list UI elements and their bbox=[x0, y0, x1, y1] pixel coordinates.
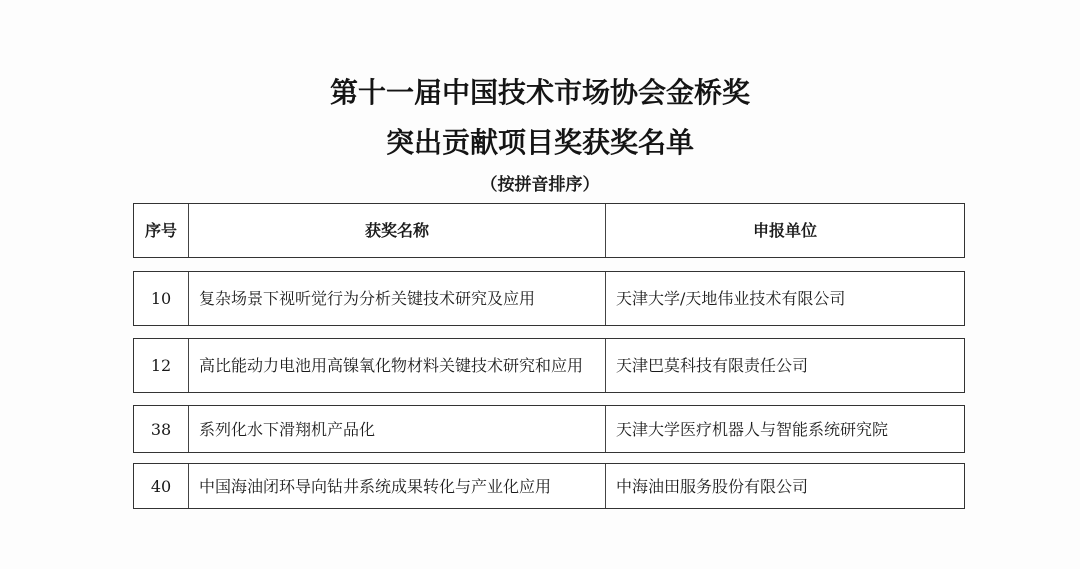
row-applicant: 天津巴莫科技有限责任公司 bbox=[616, 356, 809, 375]
row-number: 12 bbox=[134, 339, 189, 392]
table-row bbox=[133, 338, 965, 393]
row-applicant: 中海油田服务股份有限公司 bbox=[616, 476, 809, 496]
row-applicant: 天津大学/天地伟业技术有限公司 bbox=[616, 289, 846, 308]
document-subtitle-heading: 突出贡献项目奖获奖名单 bbox=[385, 126, 694, 159]
table-header bbox=[133, 203, 965, 258]
header-award-name: 获奖名称 bbox=[189, 204, 606, 257]
row-number: 10 bbox=[134, 272, 189, 325]
header-number: 序号 bbox=[134, 204, 189, 257]
row-number: 40 bbox=[134, 464, 189, 508]
row-number: 38 bbox=[134, 406, 189, 452]
row-award-name: 高比能动力电池用高镍氧化物材料关键技术研究和应用 bbox=[189, 339, 606, 392]
row-award-name: 系列化水下滑翔机产品化 bbox=[189, 406, 606, 452]
table-row bbox=[133, 271, 965, 326]
header-applicant: 申报单位 bbox=[752, 221, 817, 240]
sort-note: （按拼音排序） bbox=[480, 175, 600, 195]
row-award-name: 中国海油闭环导向钻井系统成果转化与产业化应用 bbox=[189, 464, 606, 508]
table-row bbox=[133, 463, 965, 509]
row-award-name: 复杂场景下视听觉行为分析关键技术研究及应用 bbox=[189, 272, 606, 325]
table-row bbox=[133, 405, 965, 453]
row-applicant: 天津大学医疗机器人与智能系统研究院 bbox=[616, 419, 889, 439]
document-title: 第十一届中国技术市场协会金桥奖 bbox=[329, 76, 750, 109]
